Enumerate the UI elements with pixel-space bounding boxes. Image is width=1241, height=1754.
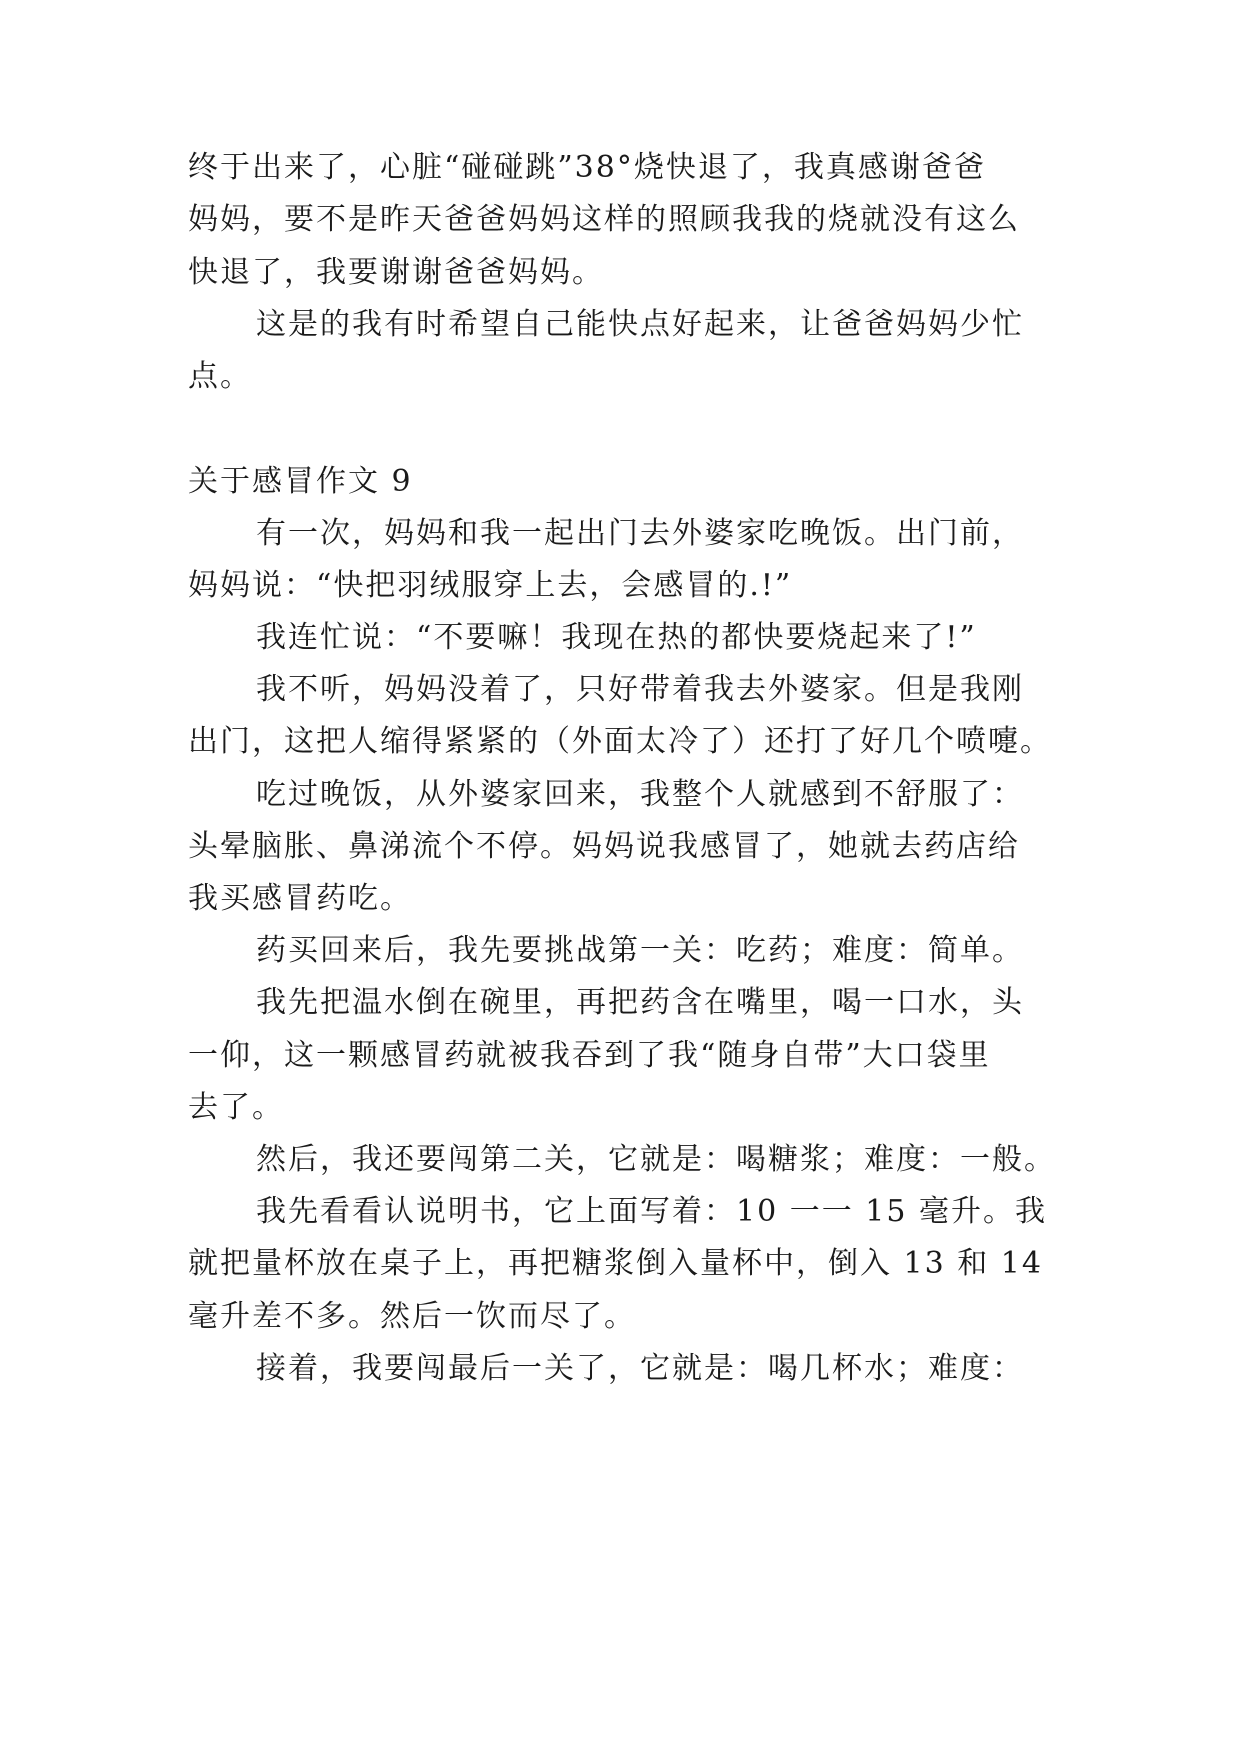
text-line-1: 终于出来了，心脏“碰碰跳”38°烧快退了，我真感谢爸爸 (188, 150, 986, 185)
text-line-8: 妈妈说：“快把羽绒服穿上去，会感冒的.!” (188, 568, 793, 603)
text-line-11: 出门，这把人缩得紧紧的（外面太冷了）还打了好几个喷嚏。 (188, 724, 1052, 759)
text-line-22: 毫升差不多。然后一饮而尽了。 (188, 1299, 636, 1334)
text-line-2: 妈妈，要不是昨天爸爸妈妈这样的照顾我我的烧就没有这么 (188, 202, 1020, 237)
text-line-4: 这是的我有时希望自己能快点好起来，让爸爸妈妈少忙 (256, 307, 1024, 342)
text-line-19: 然后，我还要闯第二关，它就是：喝糖浆；难度：一般。 (256, 1142, 1056, 1177)
text-line-15: 药买回来后，我先要挑战第一关：吃药；难度：简单。 (256, 933, 1024, 968)
text-line-17: 一仰，这一颗感冒药就被我吞到了我“随身自带”大口袋里 (188, 1038, 991, 1073)
text-line-3: 快退了，我要谢谢爸爸妈妈。 (188, 255, 604, 290)
text-line-7: 有一次，妈妈和我一起出门去外婆家吃晚饭。出门前， (256, 516, 1024, 551)
text-line-13: 头晕脑胀、鼻涕流个不停。妈妈说我感冒了，她就去药店给 (188, 829, 1020, 864)
section-heading: 关于感冒作文 9 (188, 464, 413, 499)
text-line-18: 去了。 (188, 1090, 284, 1125)
text-line-5: 点。 (188, 359, 252, 394)
text-line-12: 吃过晚饭，从外婆家回来，我整个人就感到不舒服了： (256, 777, 1024, 812)
text-line-21: 就把量杯放在桌子上，再把糖浆倒入量杯中，倒入 13 和 14 (188, 1246, 1043, 1281)
text-line-10: 我不听，妈妈没着了，只好带着我去外婆家。但是我刚 (256, 672, 1024, 707)
text-line-16: 我先把温水倒在碗里，再把药含在嘴里，喝一口水，头 (256, 985, 1024, 1020)
text-line-14: 我买感冒药吃。 (188, 881, 412, 916)
text-line-20: 我先看看认说明书，它上面写着：10 一一 15 毫升。我 (256, 1194, 1047, 1229)
text-line-23: 接着，我要闯最后一关了，它就是：喝几杯水；难度： (256, 1351, 1024, 1386)
text-line-9: 我连忙说：“不要嘛！我现在热的都快要烧起来了!” (256, 620, 977, 655)
